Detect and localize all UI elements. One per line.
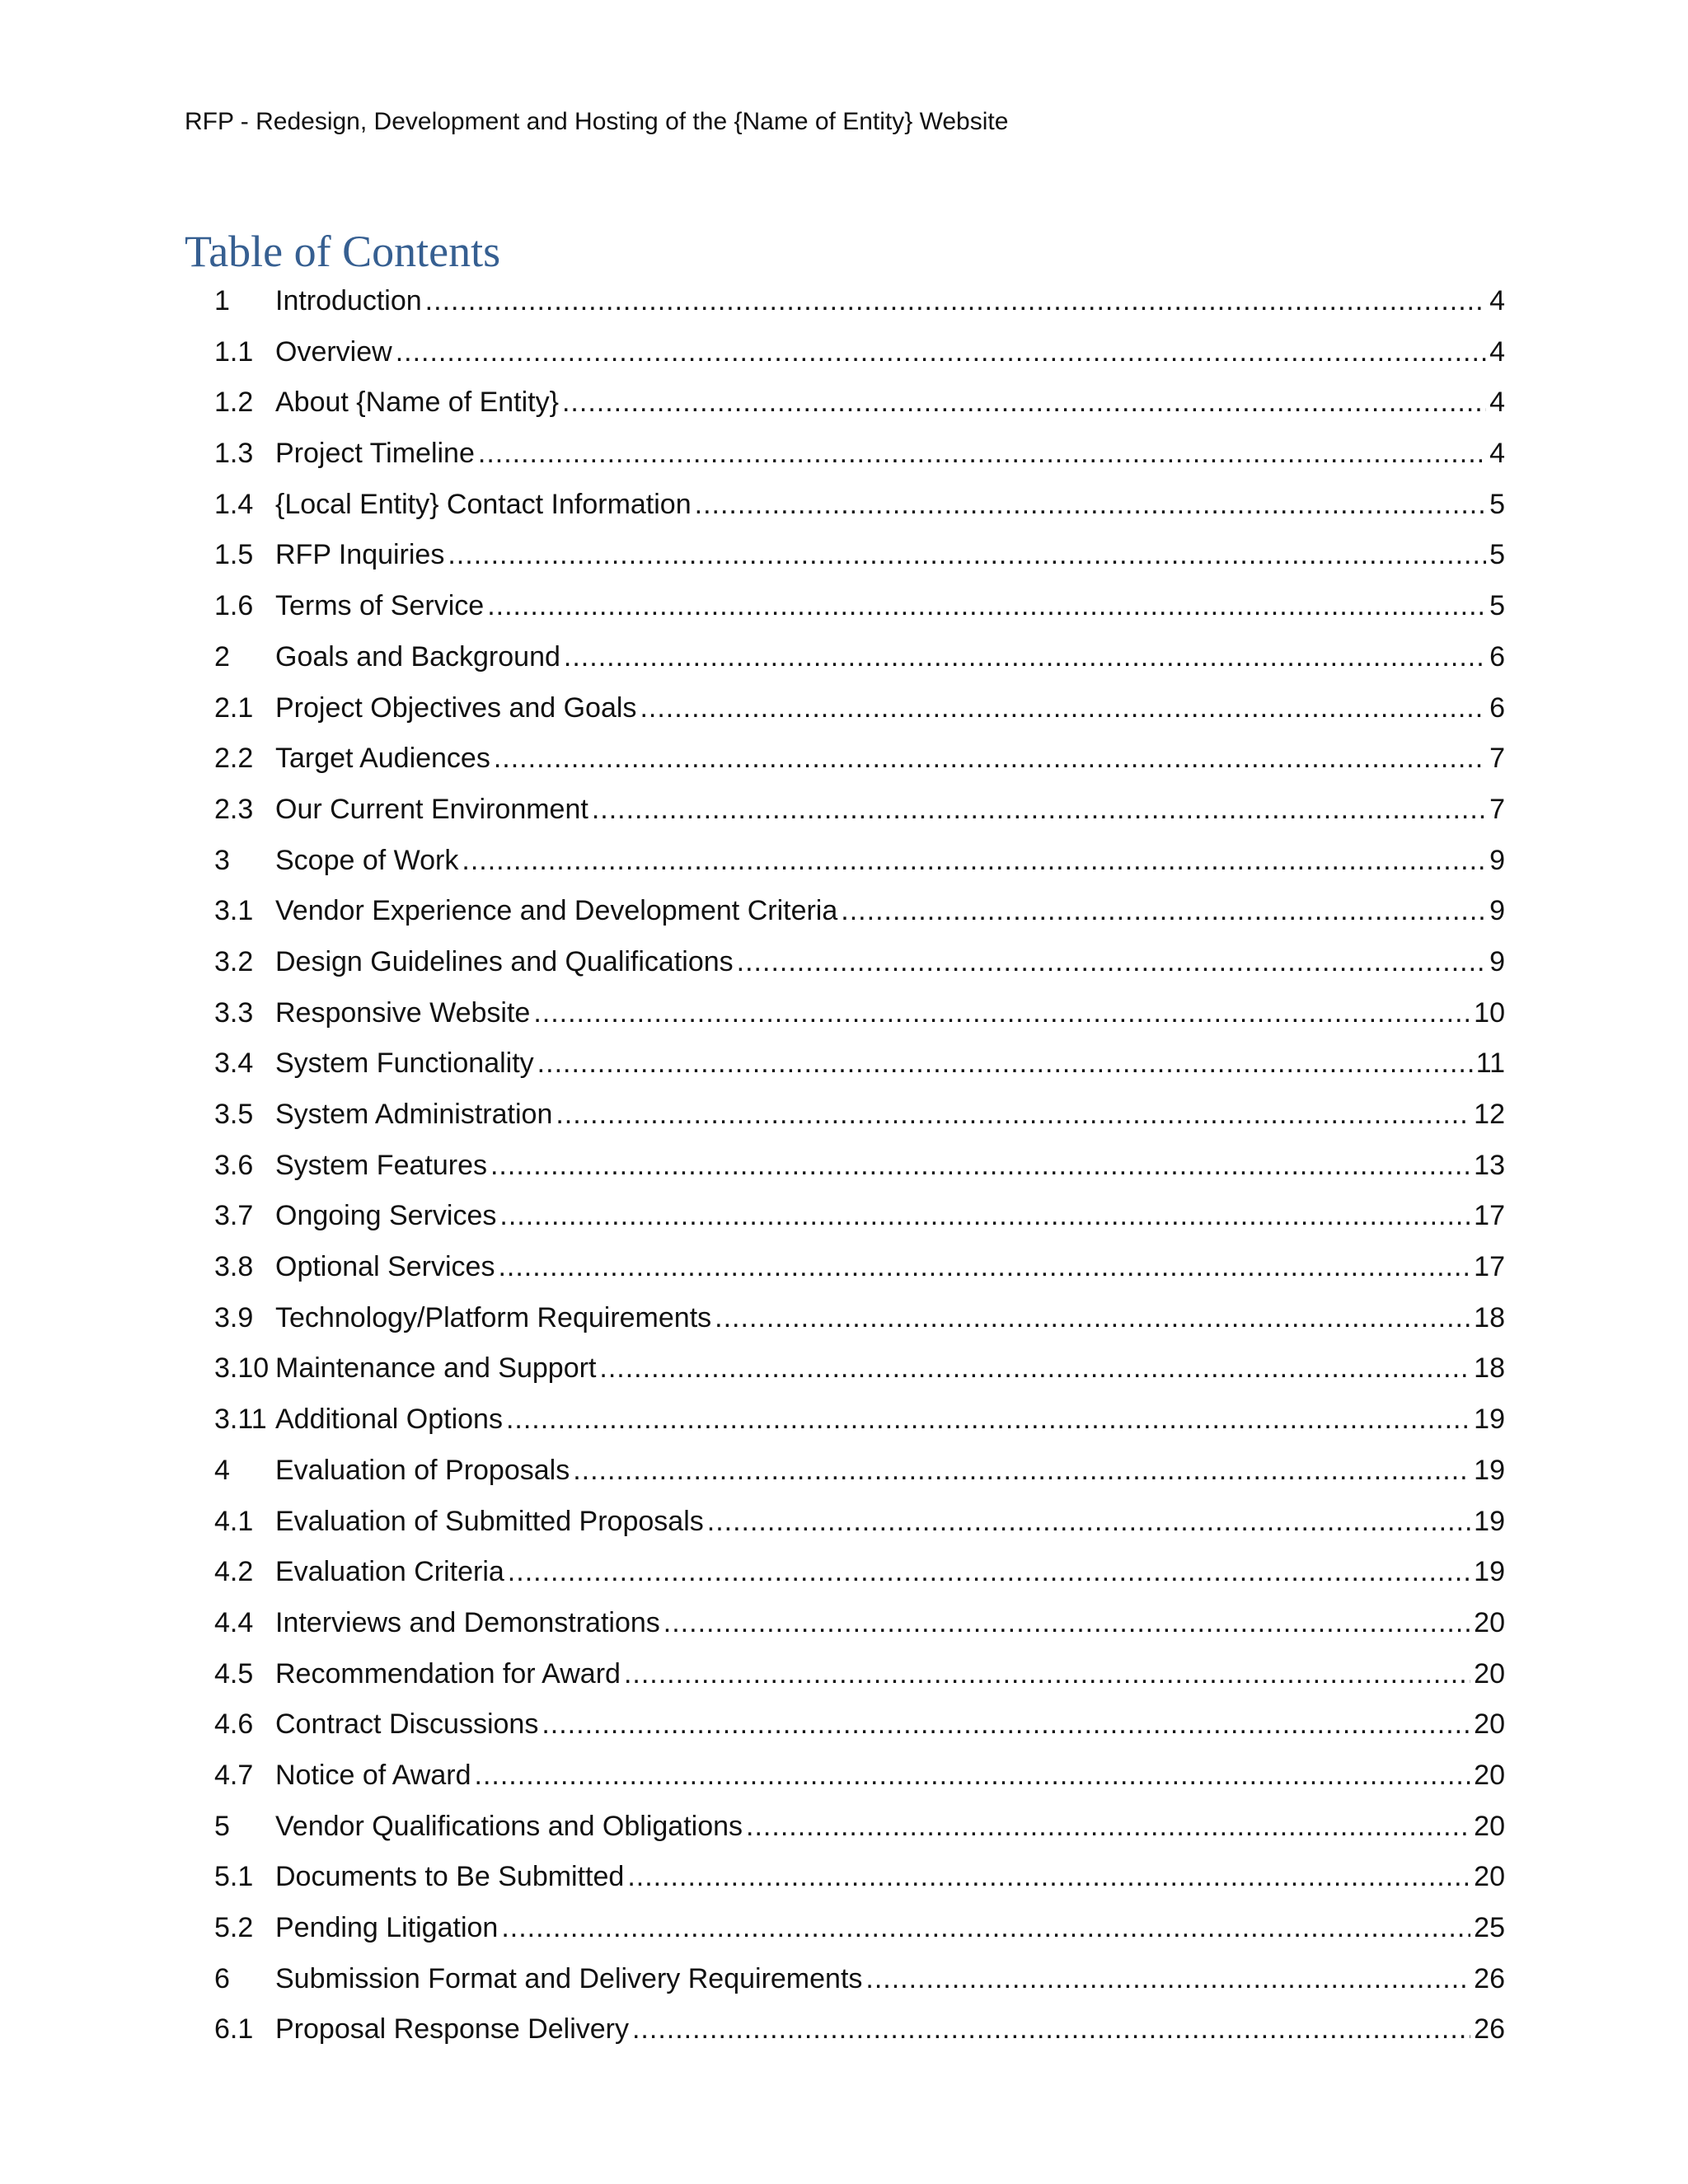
toc-entry-page-number[interactable]: 20 xyxy=(1474,1810,1505,1842)
toc-entry-title[interactable]: Notice of Award xyxy=(275,1759,471,1791)
toc-entry-title[interactable]: Interviews and Demonstrations xyxy=(275,1606,660,1638)
toc-dot-leader xyxy=(542,1702,1470,1746)
toc-entry-number: 4.7 xyxy=(214,1759,254,1791)
toc-entry[interactable] xyxy=(214,1143,1505,1194)
toc-dot-leader xyxy=(746,1804,1470,1849)
toc-entry[interactable] xyxy=(214,431,1505,482)
toc-entry-number: 4 xyxy=(214,1454,230,1486)
toc-dot-leader xyxy=(501,1905,1470,1950)
toc-entry[interactable] xyxy=(214,940,1505,991)
toc-entry-number: 3.8 xyxy=(214,1251,254,1283)
toc-entry-page-number[interactable]: 26 xyxy=(1474,2013,1505,2046)
toc-entry-number: 4.4 xyxy=(214,1606,254,1638)
toc-dot-leader xyxy=(562,380,1486,424)
toc-entry-page-number[interactable]: 26 xyxy=(1474,1962,1505,1994)
toc-entry-number: 3.6 xyxy=(214,1149,254,1181)
toc-entry[interactable] xyxy=(214,1397,1505,1448)
toc-entry-page-number[interactable]: 20 xyxy=(1474,1861,1505,1893)
toc-entry-page-number[interactable]: 4 xyxy=(1489,438,1505,470)
toc-dot-leader xyxy=(715,1296,1470,1340)
toc-entry-title[interactable]: Additional Options xyxy=(275,1404,503,1436)
toc-entry[interactable] xyxy=(214,1193,1505,1244)
toc-entry-number: 2.2 xyxy=(214,743,254,775)
toc-entry-number: 1.5 xyxy=(214,539,254,571)
toc-dot-leader xyxy=(556,1092,1470,1137)
toc-entry-number: 3.5 xyxy=(214,1099,254,1130)
toc-entry-number: 3.1 xyxy=(214,895,254,927)
toc-entry[interactable] xyxy=(214,1244,1505,1296)
toc-entry-title[interactable]: System Features xyxy=(275,1149,487,1181)
toc-entry-title[interactable]: System Functionality xyxy=(275,1047,534,1080)
toc-entry-number: 6 xyxy=(214,1962,230,1994)
toc-dot-leader xyxy=(663,1601,1470,1645)
toc-entry[interactable] xyxy=(214,1296,1505,1347)
toc-entry[interactable] xyxy=(214,279,1505,330)
toc-entry[interactable] xyxy=(214,583,1505,635)
toc-entry-title[interactable]: Responsive Website xyxy=(275,996,531,1029)
toc-entry-title[interactable]: Project Objectives and Goals xyxy=(275,691,637,724)
toc-entry-number: 3.7 xyxy=(214,1200,254,1232)
toc-entry[interactable] xyxy=(214,1041,1505,1092)
toc-dot-leader xyxy=(737,940,1486,984)
toc-entry-number: 2.3 xyxy=(214,793,254,825)
toc-entry-title[interactable]: Ongoing Services xyxy=(275,1200,497,1232)
toc-dot-leader xyxy=(695,482,1486,527)
toc-dot-leader xyxy=(487,583,1486,628)
toc-entry-number: 1.6 xyxy=(214,590,254,622)
toc-entry[interactable] xyxy=(214,330,1505,381)
toc-dot-leader xyxy=(592,787,1486,832)
toc-entry-page-number[interactable]: 9 xyxy=(1489,895,1505,927)
toc-entry-title[interactable]: Project Timeline xyxy=(275,438,475,470)
toc-entry-title[interactable]: Our Current Environment xyxy=(275,793,588,825)
toc-dot-leader xyxy=(475,1753,1471,1797)
toc-entry-title[interactable]: {Local Entity} Contact Information xyxy=(275,488,692,520)
toc-entry[interactable] xyxy=(214,2007,1505,2058)
toc-entry-title[interactable]: System Administration xyxy=(275,1099,553,1130)
toc-entry-page-number[interactable]: 9 xyxy=(1489,844,1505,876)
toc-entry[interactable] xyxy=(214,1499,1505,1550)
toc-entry-title[interactable]: Evaluation of Submitted Proposals xyxy=(275,1505,704,1537)
toc-entry[interactable] xyxy=(214,1804,1505,1855)
toc-entry[interactable] xyxy=(214,1957,1505,2008)
toc-dot-leader xyxy=(462,838,1486,883)
toc-dot-leader xyxy=(632,2007,1470,2051)
toc-dot-leader xyxy=(627,1854,1470,1899)
toc-dot-leader xyxy=(533,991,1470,1035)
toc-entry-page-number[interactable]: 17 xyxy=(1474,1200,1505,1232)
toc-dot-leader xyxy=(396,330,1486,374)
toc-dot-leader xyxy=(508,1549,1470,1594)
toc-entry[interactable] xyxy=(214,787,1505,838)
toc-list xyxy=(214,279,1505,2058)
toc-entry-number: 5 xyxy=(214,1810,230,1842)
toc-entry-page-number[interactable]: 20 xyxy=(1474,1657,1505,1690)
toc-entry-page-number[interactable]: 4 xyxy=(1489,387,1505,419)
toc-entry-number: 3.3 xyxy=(214,996,254,1029)
toc-entry[interactable] xyxy=(214,991,1505,1042)
toc-entry[interactable] xyxy=(214,635,1505,686)
toc-entry-title[interactable]: Technology/Platform Requirements xyxy=(275,1301,712,1333)
toc-dot-leader xyxy=(841,888,1486,933)
toc-dot-leader xyxy=(506,1397,1470,1441)
toc-dot-leader xyxy=(494,736,1486,780)
toc-dot-leader xyxy=(624,1652,1470,1696)
toc-entry-title[interactable]: Terms of Service xyxy=(275,590,485,622)
toc-entry-page-number[interactable]: 19 xyxy=(1474,1556,1505,1588)
toc-entry[interactable] xyxy=(214,1905,1505,1957)
toc-dot-leader xyxy=(490,1143,1470,1188)
toc-entry[interactable] xyxy=(214,1753,1505,1804)
toc-entry-title[interactable]: Maintenance and Support xyxy=(275,1352,597,1385)
toc-entry-page-number[interactable]: 19 xyxy=(1474,1454,1505,1486)
toc-entry[interactable] xyxy=(214,838,1505,889)
toc-entry-title[interactable]: Scope of Work xyxy=(275,844,459,876)
toc-title: Table of Contents xyxy=(185,227,501,276)
toc-entry-title[interactable]: Vendor Qualifications and Obligations xyxy=(275,1810,743,1842)
toc-entry-title[interactable]: Design Guidelines and Qualifications xyxy=(275,945,734,977)
toc-entry[interactable] xyxy=(214,1092,1505,1143)
toc-entry-page-number[interactable]: 9 xyxy=(1489,945,1505,977)
toc-entry-number: 4.2 xyxy=(214,1556,254,1588)
toc-entry[interactable] xyxy=(214,888,1505,940)
toc-entry-page-number[interactable]: 19 xyxy=(1474,1505,1505,1537)
toc-dot-leader xyxy=(425,279,1486,323)
toc-entry-title[interactable]: Goals and Background xyxy=(275,640,560,673)
toc-entry-page-number[interactable]: 19 xyxy=(1474,1404,1505,1436)
toc-entry-title[interactable]: RFP Inquiries xyxy=(275,539,445,571)
toc-entry-page-number[interactable]: 4 xyxy=(1489,335,1505,368)
toc-entry-title[interactable]: Documents to Be Submitted xyxy=(275,1861,625,1893)
toc-entry-page-number[interactable]: 18 xyxy=(1474,1301,1505,1333)
toc-entry[interactable] xyxy=(214,736,1505,787)
toc-entry-title[interactable]: Recommendation for Award xyxy=(275,1657,621,1690)
toc-entry-page-number[interactable]: 17 xyxy=(1474,1251,1505,1283)
toc-entry-title[interactable]: Proposal Response Delivery xyxy=(275,2013,629,2046)
toc-dot-leader xyxy=(448,532,1486,577)
toc-dot-leader xyxy=(498,1244,1470,1289)
toc-entry-number: 4.5 xyxy=(214,1657,254,1690)
toc-entry-page-number[interactable]: 25 xyxy=(1474,1912,1505,1943)
toc-entry[interactable] xyxy=(214,1601,1505,1652)
toc-dot-leader xyxy=(707,1499,1470,1544)
toc-entry[interactable] xyxy=(214,1854,1505,1905)
toc-entry-page-number[interactable]: 18 xyxy=(1474,1352,1505,1385)
toc-entry-number: 1.1 xyxy=(214,335,254,368)
toc-entry-title[interactable]: Contract Discussions xyxy=(275,1708,539,1741)
toc-entry-title[interactable]: Submission Format and Delivery Requirements xyxy=(275,1962,863,1994)
toc-entry-number: 4.1 xyxy=(214,1505,254,1537)
toc-entry-page-number[interactable]: 6 xyxy=(1489,640,1505,673)
toc-entry[interactable] xyxy=(214,532,1505,583)
toc-entry-title[interactable]: Optional Services xyxy=(275,1251,495,1283)
toc-entry-title[interactable]: Pending Litigation xyxy=(275,1912,499,1943)
toc-entry-title[interactable]: Evaluation of Proposals xyxy=(275,1454,570,1486)
toc-entry[interactable] xyxy=(214,1549,1505,1601)
toc-entry-page-number[interactable]: 10 xyxy=(1474,996,1505,1029)
toc-entry-page-number[interactable]: 12 xyxy=(1474,1099,1505,1130)
toc-entry-page-number[interactable]: 7 xyxy=(1489,743,1505,775)
toc-entry-page-number[interactable]: 11 xyxy=(1475,1047,1505,1080)
toc-entry-number: 3.2 xyxy=(214,945,254,977)
toc-entry-title[interactable]: Overview xyxy=(275,335,392,368)
toc-entry-number: 1.4 xyxy=(214,488,254,520)
toc-entry-page-number[interactable]: 20 xyxy=(1474,1759,1505,1791)
toc-entry-page-number[interactable]: 4 xyxy=(1489,285,1505,316)
page-header: RFP - Redesign, Development and Hosting of the {Name of Entity} Website xyxy=(185,108,1009,135)
toc-entry-number: 3.10 xyxy=(214,1352,270,1385)
toc-entry-page-number[interactable]: 5 xyxy=(1489,488,1505,520)
toc-entry[interactable] xyxy=(214,380,1505,431)
toc-entry[interactable] xyxy=(214,1652,1505,1703)
toc-entry-title[interactable]: Introduction xyxy=(275,285,422,316)
toc-entry-title[interactable]: Vendor Experience and Development Criteria xyxy=(275,895,838,927)
toc-dot-leader xyxy=(478,431,1486,476)
toc-entry[interactable] xyxy=(214,482,1505,533)
toc-entry-number: 1.3 xyxy=(214,438,254,470)
toc-entry-number: 3.9 xyxy=(214,1301,254,1333)
toc-entry-title[interactable]: Evaluation Criteria xyxy=(275,1556,504,1588)
toc-entry-page-number[interactable]: 7 xyxy=(1489,793,1505,825)
toc-dot-leader xyxy=(640,686,1486,730)
toc-entry-number: 5.1 xyxy=(214,1861,254,1893)
toc-entry-page-number[interactable]: 13 xyxy=(1474,1149,1505,1181)
toc-entry[interactable] xyxy=(214,1346,1505,1397)
toc-dot-leader xyxy=(865,1957,1470,2001)
toc-entry-page-number[interactable]: 20 xyxy=(1474,1708,1505,1741)
toc-entry-page-number[interactable]: 5 xyxy=(1489,539,1505,571)
toc-entry[interactable] xyxy=(214,1702,1505,1753)
toc-entry-number: 3 xyxy=(214,844,230,876)
toc-entry-number: 6.1 xyxy=(214,2013,254,2046)
toc-dot-leader xyxy=(537,1041,1473,1085)
toc-dot-leader xyxy=(499,1193,1470,1238)
toc-dot-leader xyxy=(573,1448,1470,1493)
toc-dot-leader xyxy=(564,635,1486,679)
toc-dot-leader xyxy=(599,1346,1470,1390)
toc-entry-title[interactable]: About {Name of Entity} xyxy=(275,387,559,419)
toc-entry-number: 4.6 xyxy=(214,1708,254,1741)
toc-entry-number: 2.1 xyxy=(214,691,254,724)
toc-entry-number: 1 xyxy=(214,285,230,316)
toc-entry[interactable] xyxy=(214,686,1505,737)
toc-entry-page-number[interactable]: 5 xyxy=(1489,590,1505,622)
toc-entry-number: 3.4 xyxy=(214,1047,254,1080)
toc-entry-number: 1.2 xyxy=(214,387,254,419)
toc-entry-number: 2 xyxy=(214,640,230,673)
toc-entry-title[interactable]: Target Audiences xyxy=(275,743,490,775)
toc-entry-page-number[interactable]: 6 xyxy=(1489,691,1505,724)
toc-entry-number: 3.11 xyxy=(214,1404,267,1436)
toc-entry-number: 5.2 xyxy=(214,1912,254,1943)
toc-entry[interactable] xyxy=(214,1448,1505,1499)
toc-entry-page-number[interactable]: 20 xyxy=(1474,1606,1505,1638)
